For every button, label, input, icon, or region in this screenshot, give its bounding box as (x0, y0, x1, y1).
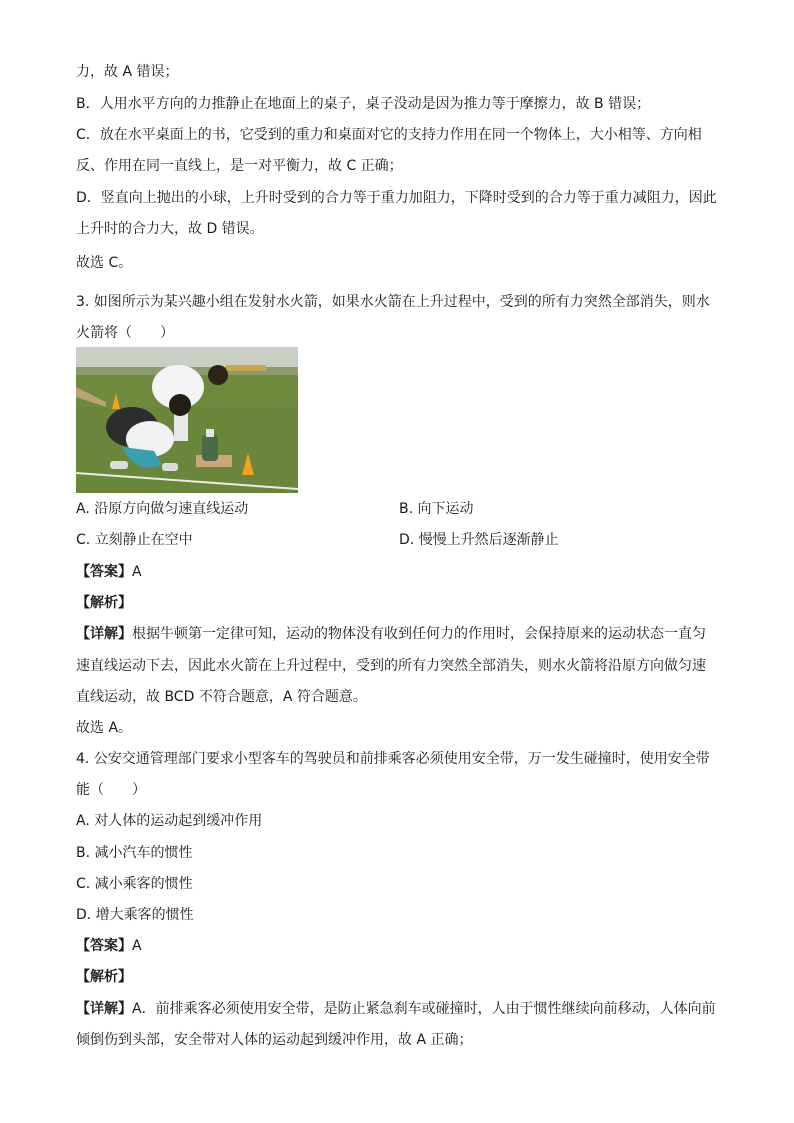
detail-line (76, 624, 706, 644)
detail-line: 倾倒伤到头部，安全带对人体的运动起到缓冲作用，故 A 正确； (76, 1032, 473, 1048)
text-line: 故选 C。 (76, 255, 133, 271)
detail-line: 直线运动，故 BCD 不符合题意，A 符合题意。 (76, 689, 367, 705)
detail-line: 速直线运动下去，因此水火箭在上升过程中，受到的所有力突然全部消失，则水火箭将沿原方向做匀速 (76, 658, 706, 674)
option-a: A. 对人体的运动起到缓冲作用 (76, 813, 263, 829)
option-c: C. 减小乘客的惯性 (76, 876, 193, 892)
analysis-tag (76, 967, 132, 987)
detail-text: 根据牛顿第一定律可知，运动的物体没有收到任何力的作用时，会保持原来的运动状态一直匀 (132, 626, 706, 642)
option-b: B. 减小汽车的惯性 (76, 845, 193, 861)
text-line: 力，故 A 错误； (76, 64, 179, 80)
answer-value: A (132, 938, 142, 954)
text-line: 反、作用在同一直线上，是一对平衡力，故 C 正确； (76, 158, 403, 174)
detail-tag: 【详解】 (76, 1001, 132, 1017)
question-stem: 3. 如图所示为某兴趣小组在发射水火箭，如果水火箭在上升过程中，受到的所有力突然全部消失，则水 (76, 294, 710, 310)
analysis-tag (76, 593, 132, 613)
option-c: C. 立刻静止在空中 (76, 532, 193, 548)
detail-tag: 【详解】 (76, 626, 132, 642)
water-rocket-photo (76, 347, 298, 493)
detail-line (76, 999, 716, 1019)
text-line: D．竖直向上抛出的小球，上升时受到的合力等于重力加阻力，下降时受到的合力等于重力减阻力，因此 (76, 190, 717, 206)
answer-line (76, 936, 142, 956)
detail-text: A．前排乘客必须使用安全带，是防止紧急刹车或碰撞时，人由于惯性继续向前移动，人体向前 (132, 1001, 716, 1017)
answer-tag: 【答案】 (76, 938, 132, 954)
option-d: D. 增大乘客的惯性 (76, 907, 194, 923)
question-stem: 4. 公安交通管理部门要求小型客车的驾驶员和前排乘客必须使用安全带，万一发生碰撞时，使用安全带 (76, 751, 710, 767)
option-a: A. 沿原方向做匀速直线运动 (76, 501, 249, 517)
question-stem: 火箭将（ ） (76, 325, 174, 341)
analysis-label: 【解析】 (76, 969, 132, 985)
text-line: 上升时的合力大，故 D 错误。 (76, 221, 264, 237)
option-d: D. 慢慢上升然后逐渐静止 (399, 532, 559, 548)
text-line: B．人用水平方向的力推静止在地面上的桌子，桌子没动是因为推力等于摩擦力，故 B 错误； (76, 96, 651, 112)
analysis-label: 【解析】 (76, 595, 132, 611)
answer-line (76, 562, 142, 582)
text-line: C．放在水平桌面上的书，它受到的重力和桌面对它的支持力作用在同一个物体上，大小相等、方向相 (76, 127, 702, 143)
option-b: B. 向下运动 (399, 501, 474, 517)
question-stem: 能（ ） (76, 782, 146, 798)
conclusion-line: 故选 A。 (76, 720, 133, 736)
answer-value: A (132, 564, 142, 580)
answer-tag: 【答案】 (76, 564, 132, 580)
